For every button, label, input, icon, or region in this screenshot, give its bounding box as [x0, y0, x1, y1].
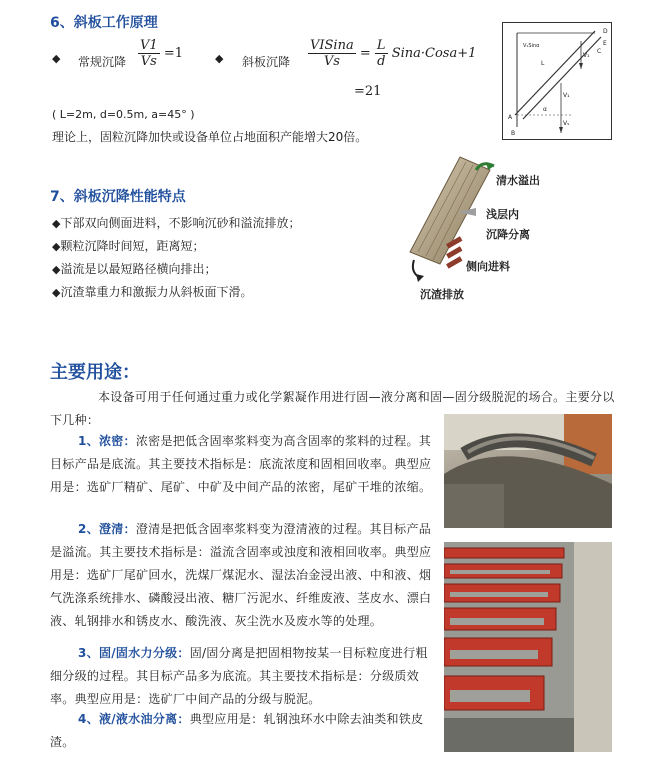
- svg-text:α: α: [543, 106, 547, 113]
- use-item-oil-separation: [50, 708, 438, 754]
- use-lead: 1、浓密：: [78, 434, 136, 448]
- formula-num: L: [376, 38, 386, 53]
- list-item: ◆沉渣靠重力和激振力从斜板面下滑。: [52, 285, 253, 299]
- uses-intro: 本设备可用于任何通过重力或化学絮凝作用进行固—液分离和固—固分级脱泥的场合。主要分以下几种：: [50, 390, 615, 427]
- formula-inclined: [308, 38, 476, 69]
- uses-title: 主要用途：: [50, 362, 140, 383]
- use-text: 典型应用是：轧钢浊环水中除去油类和铁皮渣。: [50, 712, 424, 749]
- svg-text:A: A: [508, 114, 513, 121]
- formula-num: V1: [140, 38, 158, 53]
- use-item-thickening: [50, 430, 438, 499]
- svg-text:Vₛ: Vₛ: [563, 120, 570, 127]
- use-lead: 4、液/液水油分离：: [78, 712, 190, 726]
- formula-eq: =: [359, 46, 371, 61]
- diamond-bullet-icon: ◆: [52, 263, 61, 276]
- formula-den: Vs: [323, 54, 340, 69]
- conclusion-text: 理论上，固粒沉降加快或设备单位占地面积产能增大20倍。: [52, 130, 368, 144]
- formula-tail: Sina·Cosa+1: [391, 46, 477, 61]
- label-discharge: 沉渣排放: [420, 288, 464, 301]
- formula-num: VISina: [310, 38, 354, 53]
- diamond-bullet-icon: ◆: [215, 52, 224, 65]
- bullet-inclined-label: 斜板沉降: [242, 55, 291, 69]
- formula-result: =21: [354, 84, 382, 99]
- list-item: ◆溢流是以最短路径横向排出；: [52, 262, 217, 276]
- formula-den: Vs: [140, 54, 157, 69]
- inclined-settling-diagram: [502, 22, 612, 140]
- thickener-photo: [444, 414, 612, 528]
- use-text: 澄清是把低含固率浆料变为澄清液的过程。其目标产品是溢流。其主要技术指标是：溢流含固率或浊度和液相回收率。典型应用是：选矿厂尾矿回水，洗煤厂煤泥水、湿法冶金浸出液、中和液、烟气洗涤系统排水、磷酸浸出液、糖厂污泥水、纤维废液、茎皮水、漂白液、轧钢排水和锈皮水、酸洗液、灰尘洗水及废水等的处理。: [50, 522, 432, 628]
- label-separation-1: 浅层内: [486, 208, 519, 221]
- diamond-bullet-icon: ◆: [52, 240, 61, 253]
- use-item-classification: [50, 642, 438, 711]
- use-item-clarification: [50, 518, 438, 633]
- inclined-plates-photo: [444, 542, 612, 752]
- svg-text:D: D: [603, 28, 608, 35]
- use-lead: 3、固/固水力分级：: [78, 646, 190, 660]
- feature-list: [52, 212, 300, 304]
- section-7-title: 7、斜板沉降性能特点: [50, 189, 186, 205]
- diamond-bullet-icon: ◆: [52, 286, 61, 299]
- label-feed: 侧向进料: [466, 260, 510, 273]
- svg-text:L: L: [541, 60, 545, 67]
- label-separation-2: 沉降分离: [486, 228, 530, 241]
- use-lead: 2、澄清：: [78, 522, 136, 536]
- svg-text:E: E: [603, 40, 607, 47]
- svg-text:C: C: [597, 48, 602, 55]
- inclined-plate-figure: [380, 152, 580, 302]
- diamond-bullet-icon: ◆: [52, 217, 61, 230]
- formula-normal: [138, 38, 183, 69]
- svg-text:V₁Sinα: V₁Sinα: [523, 43, 540, 49]
- list-item: ◆下部双向侧面进料，不影响沉砂和溢流排放；: [52, 216, 301, 230]
- svg-text:V₁: V₁: [563, 92, 570, 99]
- diamond-bullet-icon: ◆: [52, 52, 61, 65]
- svg-text:V₁: V₁: [583, 52, 590, 59]
- section-6-title: 6、斜板工作原理: [50, 15, 158, 31]
- bullet-normal-label: 常规沉降: [78, 55, 127, 69]
- parameters-text: ( L=2m, d=0.5m, a=45° ): [52, 108, 195, 121]
- list-item: ◆颗粒沉降时间短，距离短；: [52, 239, 205, 253]
- formula-den: d: [377, 54, 386, 69]
- formula-rhs: =1: [163, 46, 183, 61]
- use-text: 固/固分离是把固相物按某一目标粒度进行粗细分级的过程。其目标产品多为底流。其主要技术指标是：分级质效率。典型应用是：选矿厂中间产品的分级与脱泥。: [50, 646, 428, 706]
- svg-text:B: B: [511, 130, 516, 137]
- use-text: 浓密是把低含固率浆料变为高含固率的浆料的过程。其目标产品是底流。其主要技术指标是：底流浓度和固相回收率。典型应用是：选矿厂精矿、尾矿、中矿及中间产品的浓密，尾矿干堆的浓缩。: [50, 434, 432, 494]
- label-overflow: 清水溢出: [496, 174, 540, 187]
